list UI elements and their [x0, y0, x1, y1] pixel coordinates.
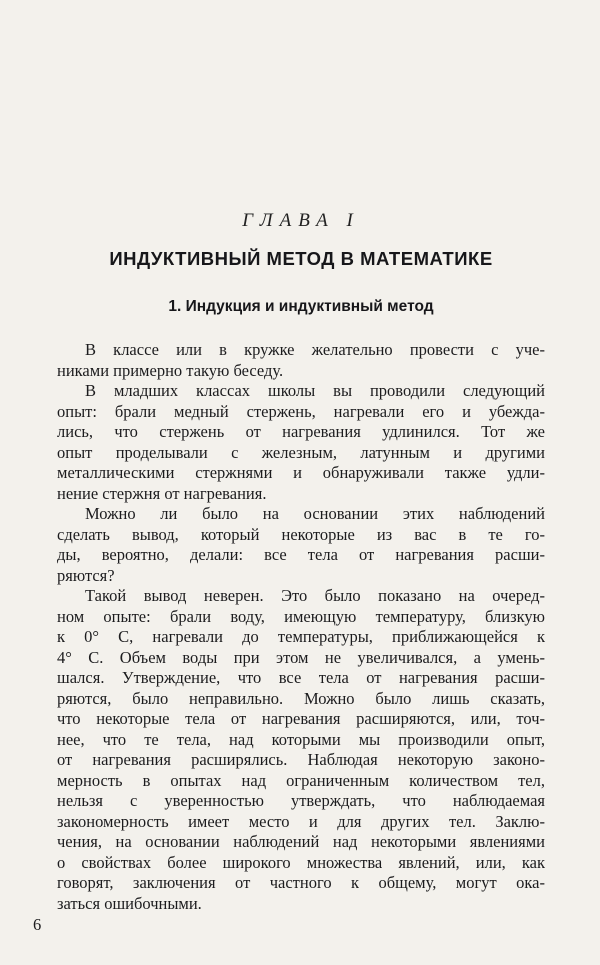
text-line: говорят, заключения от частного к общему, могут ока-: [57, 873, 545, 892]
text-line: Такой вывод неверен. Это было показано на очеред-: [85, 586, 545, 605]
text-block: [57, 210, 545, 914]
text-line: мерность в опытах над ограниченным количеством тел,: [57, 770, 545, 790]
text-line: к 0° С, нагревали до температуры, приближающейся к: [57, 627, 545, 646]
text-line: заться ошибочными.: [57, 893, 202, 913]
text-line: опыт: брали медный стержень, нагревали его и убежда-: [57, 401, 545, 421]
text-line: ном опыте: брали воду, имеющую температуру, близкую: [57, 606, 545, 626]
body-text: [57, 340, 545, 914]
text-line: В классе или в кружке желательно провести с уче-: [85, 340, 545, 359]
page-number: 6: [33, 915, 42, 934]
text-line: лись, что стержень от нагревания удлинился. Тот же: [57, 422, 545, 441]
text-line: о свойствах более широкого множества явлений, или, как: [57, 852, 545, 872]
text-line: нельзя с уверенностью утверждать, что наблюдаемая: [57, 791, 545, 810]
text-line: 4° С. Объем воды при этом не увеличивался, а умень-: [57, 647, 545, 667]
paragraph: [57, 586, 545, 914]
text-line: нее, что те тела, над которыми мы производили опыт,: [57, 729, 545, 749]
text-line: никами примерно такую беседу.: [57, 360, 284, 380]
text-line: металлическими стержнями и обнаруживали также удли-: [57, 463, 545, 482]
text-line: сделать вывод, который некоторые из вас в те го-: [57, 524, 545, 544]
paragraph: [57, 381, 545, 504]
text-line: опыт проделывали с железным, латунным и другими: [57, 442, 545, 462]
text-line: шался. Утверждение, что все тела от нагревания расши-: [57, 668, 545, 687]
text-line: ды, вероятно, делали: все тела от нагревания расши-: [57, 545, 545, 564]
text-line: что некоторые тела от нагревания расширяются, или, точ-: [57, 709, 545, 728]
text-line: ряются?: [57, 565, 115, 585]
chapter-label: ГЛАВА I: [242, 210, 360, 231]
text-line: Можно ли было на основании этих наблюдений: [85, 504, 545, 523]
chapter-title: ИНДУКТИВНЫЙ МЕТОД В МАТЕМАТИКЕ: [109, 248, 493, 269]
text-line: ряются, было неправильно. Можно было лишь сказать,: [57, 688, 545, 708]
paragraph: [57, 340, 545, 381]
text-line: закономерность имеет место и для других тел. Заклю-: [57, 811, 545, 831]
paragraph: [57, 504, 545, 586]
section-title: 1. Индукция и индуктивный метод: [168, 298, 434, 315]
text-line: чения, на основании наблюдений над некоторыми явлениями: [57, 832, 545, 851]
text-line: от нагревания расширялись. Наблюдая некоторую законо-: [57, 750, 545, 769]
text-line: нение стержня от нагревания.: [57, 483, 267, 503]
text-line: В младших классах школы вы проводили следующий: [85, 381, 545, 400]
